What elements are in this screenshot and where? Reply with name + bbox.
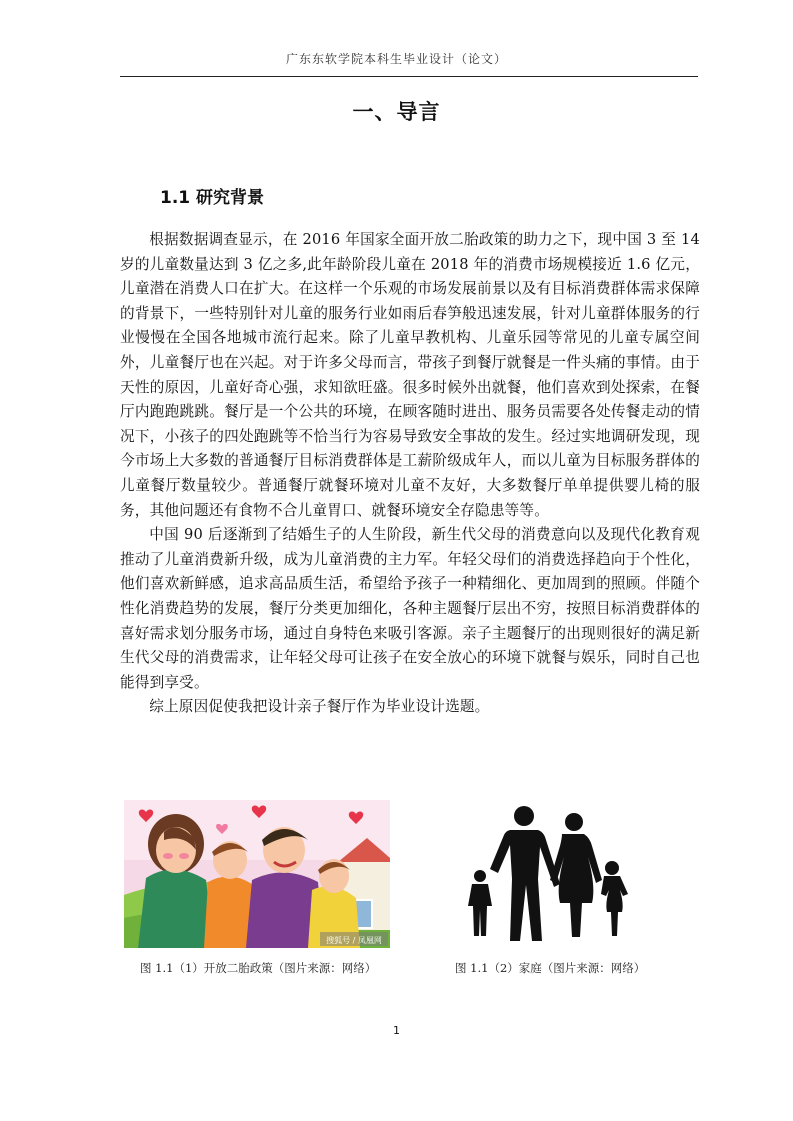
section-title: 1.1 研究背景 xyxy=(160,188,265,208)
figure-family-cartoon xyxy=(124,800,390,948)
header-rule xyxy=(120,76,698,77)
paragraph-3: 综上原因促使我把设计亲子餐厅作为毕业设计选题。 xyxy=(149,698,490,716)
body-text xyxy=(120,228,700,720)
family-cartoon-illustration xyxy=(124,800,390,948)
figure-caption-1: 图 1.1（1）开放二胎政策（图片来源：网络） xyxy=(140,961,377,975)
paragraph-2: 中国 90 后逐渐到了结婚生子的人生阶段，新生代父母的消费意向以及现代化教育观推动了儿童消费新升级，成为儿童消费的主力军。年轻父母们的消费选择趋向于个性化，他们喜欢新鲜感，追求高品质生活，希望给予孩子一种精细化、更加周到的照顾。伴随个性化消费趋势的发展，餐厅分类更加细化，各种主题餐厅层出不穷，按照目标消费群体的喜好需求划分服务市场，通过自身特色来吸引客源。亲子主题餐厅的出现则很好的满足新生代父母的消费需求，让年轻父母可让孩子在安全放心的环境下就餐与娱乐，同时自己也能得到享受。 xyxy=(120,526,700,691)
figure-caption-2: 图 1.1（2）家庭（图片来源：网络） xyxy=(455,961,646,975)
paragraph-1: 根据数据调查显示，在 2016 年国家全面开放二胎政策的助力之下，现中国 3 至 14 岁的儿童数量达到 3 亿之多,此年龄阶段儿童在 2018 年的消费市场规模接近 1.6 亿元，儿童潜在消费人口在扩大。在这样一个乐观的市场发展前景以及有目标消费群体需求保障的背景下，一些特别针对儿童的服务行业如雨后春笋般迅速发展，针对儿童群体服务的行业慢慢在全国各地城市流行起来。除了儿童早教机构、儿童乐园等常见的儿童专属空间外，儿童餐厅也在兴起。对于许多父母而言，带孩子到餐厅就餐是一件头痛的事情。由于天性的原因，儿童好奇心强，求知欲旺盛。很多时候外出就餐，他们喜欢到处探索，在餐厅内跑跑跳跳。餐厅是一个公共的环境，在顾客随时进出、服务员需要各处传餐走动的情况下，小孩子的四处跑跳等不恰当行为容易导致安全事故的发生。经过实地调研发现，现今市场上大多数的普通餐厅目标消费群体是工薪阶级成年人，而以儿童为目标服务群体的儿童餐厅数量较少。普通餐厅就餐环境对儿童不友好，大多数餐厅单单提供婴儿椅的服务，其他问题还有食物不合儿童胃口、就餐环境安全存隐患等等。 xyxy=(120,231,700,519)
family-silhouette-illustration xyxy=(462,802,642,942)
page-number: 1 xyxy=(393,1024,400,1037)
running-header: 广东东软学院本科生毕业设计（论文） xyxy=(285,52,507,66)
figure-watermark: 搜狐号 / 凤凰网 xyxy=(326,936,382,945)
chapter-title: 一、导言 xyxy=(352,100,441,124)
figure-family-silhouette xyxy=(462,802,642,942)
